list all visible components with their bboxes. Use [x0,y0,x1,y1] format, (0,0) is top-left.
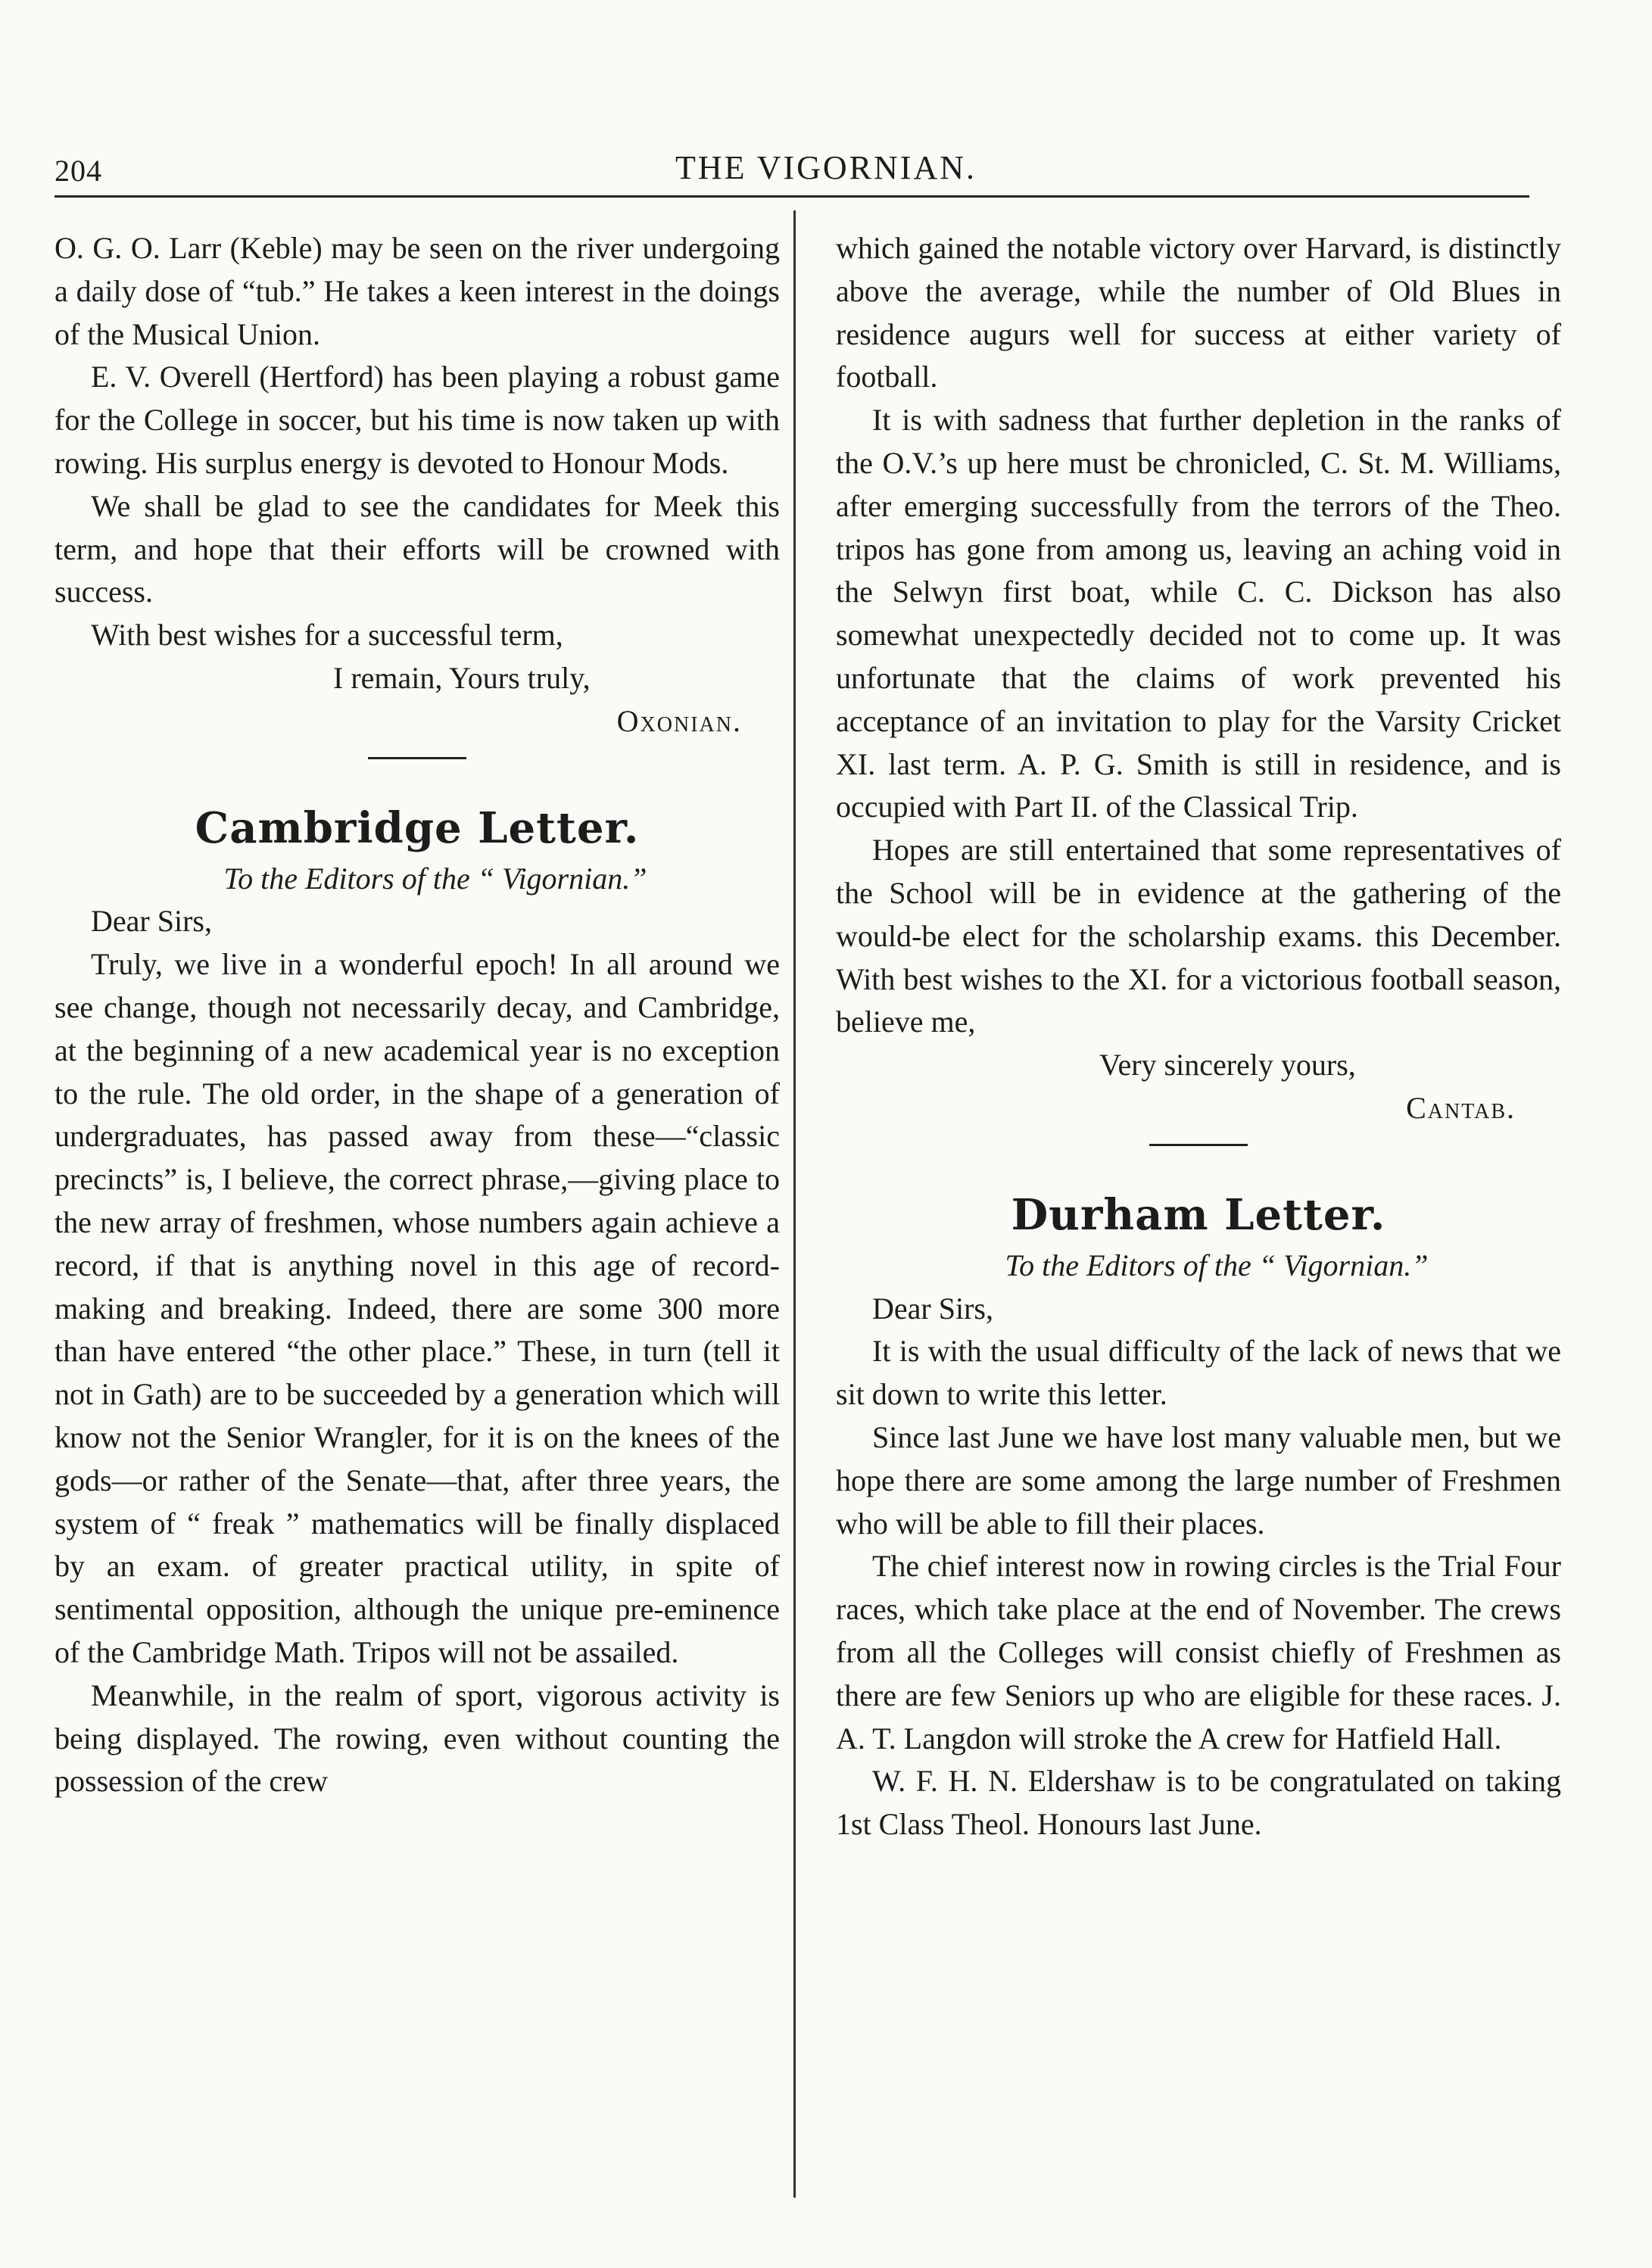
cambridge-dear: Dear Sirs, [91,904,212,939]
column-divider [793,210,796,2198]
durham-paragraph-1: It is with the usual difficulty of the lack of news that we sit down to write this letter. [836,1334,1561,1412]
oxford-paragraph-2: E. V. Overell (Hertford) has been playing a robust game for the College in soccer, but his time is now taken up with rowing. His surplus energy is devoted to Honour Mods. [55,360,780,480]
durham-dear: Dear Sirs, [872,1291,993,1326]
oxford-paragraph-4: With best wishes for a successful term, [91,618,563,653]
durham-paragraph-4: W. F. H. N. Eldershaw is to be congratulated on taking 1st Class Theol. Honours last June. [836,1764,1561,1842]
left-column [55,227,780,1803]
oxford-signature: Oxonian. [616,703,742,738]
durham-paragraph-2: Since last June we have lost many valuable men, but we hope there are some among the large number of Freshmen who will be able to fill their places. [836,1419,1561,1541]
page-number: 204 [55,154,102,188]
cambridge-paragraph-4: It is with sadness that further depletion in the ranks of the O.V.’s up here must be chronicled, C. St. M. Williams, after emerging successfully from the terrors of the Theo. tripos has gone from among us, leaving an aching void in the Selwyn first boat, while C. C. Dickson has also somewhat unexpectedly decided not to come up. It was unfortunate that the claims of work prevented his acceptance of an invitation to play for the Varsity Cricket XI. last term. A. P. G. Smith is still in residence, and is occupied with Part II. of the Classical Trip. [836,403,1561,824]
cambridge-salutation: To the Editors of the “ Vigornian.” [223,861,647,896]
cambridge-paragraph-3: which gained the notable victory over Harvard, is distinctly above the average, while the number of Old Blues in residence augurs well for success at either variety of football. [836,231,1561,394]
durham-paragraph-3: The chief interest now in rowing circles is the Trial Four races, which take place at the end of November. The crews from all the Colleges will consist chiefly of Freshmen as there are few Seniors up who are eligible for these races. J. A. T. Langdon will stroke the A crew for Hatfield Hall. [836,1549,1561,1756]
section-divider-2 [1149,1144,1248,1146]
section-divider-1 [368,757,466,759]
cambridge-closing: Very sincerely yours, [1099,1048,1356,1083]
cambridge-signature: Cantab. [1406,1090,1516,1125]
cambridge-paragraph-5: Hopes are still entertained that some representatives of the School will be in evidence at the gathering of the would-be elect for the scholarship exams. this December. With best wishes to the XI. for a victorious football season, believe me, [836,833,1561,1039]
oxford-paragraph-1: O. G. O. Larr (Keble) may be seen on the river undergoing a daily dose of “tub.” He takes a keen interest in the doings of the Musical Union. [55,231,780,351]
header-rule [55,195,1529,198]
oxford-paragraph-3: We shall be glad to see the candidates for Meek this term, and hope that their efforts will be crowned with success. [55,488,780,609]
durham-heading: Durham Letter. [1011,1189,1386,1240]
durham-salutation: To the Editors of the “ Vigornian.” [1005,1248,1429,1282]
running-title: THE VIGORNIAN. [675,149,977,186]
cambridge-paragraph-1: Truly, we live in a wonderful epoch! In all around we see change, though not necessarily decay, and Cambridge, at the beginning of a new academical year is no exception to the rule. The old order, in the shape of a generation of undergraduates, has passed away from these—“classic precincts” is, I believe, the correct phrase,—giving place to the new array of freshmen, whose numbers again achieve a record, if that is anything novel in this age of record-making and breaking. Indeed, there are some 300 more than have entered “the other place.” These, in turn (tell it not in Gath) are to be succeeded by a generation which will know not the Senior Wrangler, for it is on the knees of the gods—or rather of the Senate—that, after three years, the system of “ freak ” mathematics will be finally displaced by an exam. of greater practical utility, in spite of sentimental opposition, although the unique pre-eminence of the Cambridge Math. Tripos will not be assailed. [55,947,780,1669]
right-column [836,227,1561,1846]
cambridge-heading: Cambridge Letter. [195,802,640,853]
cambridge-paragraph-2: Meanwhile, in the realm of sport, vigorous activity is being displayed. The rowing, even without counting the possession of the crew [55,1678,780,1799]
oxford-closing: I remain, Yours truly, [333,660,591,695]
